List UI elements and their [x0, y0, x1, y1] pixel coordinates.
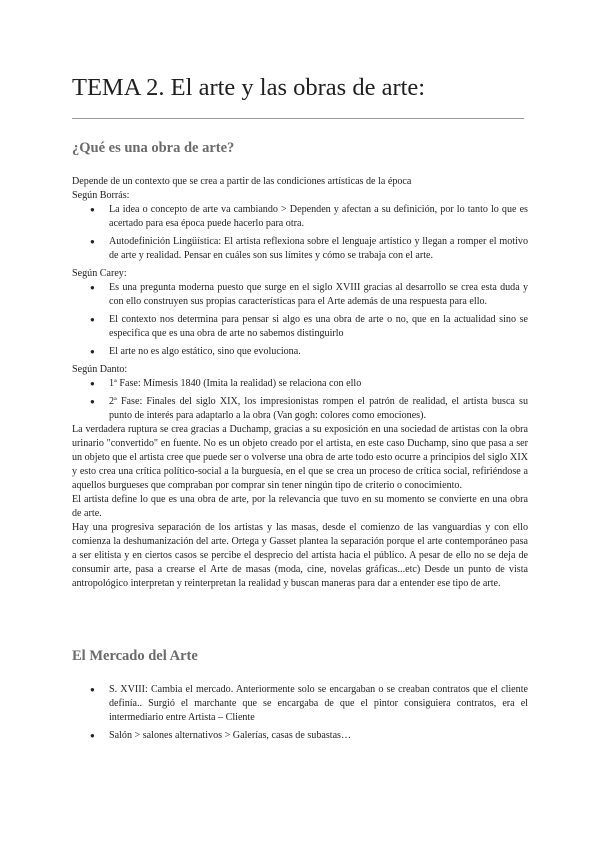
- list-item: ● El arte no es algo estático, sino que evoluciona.: [90, 346, 301, 357]
- bullet-icon: ●: [90, 731, 95, 740]
- list-item: ● La idea o concepto de arte va cambiando > Dependen y afectan a su definición, por lo tanto lo que es acertado para esa época puede hacerlo para otra.: [90, 204, 528, 229]
- list-item: ● El contexto nos determina para pensar si algo es una obra de arte o no, que en la actualidad sino se especifica que es una obra de arte no sabemos distinguirlo: [90, 314, 528, 339]
- section-heading-obra-de-arte: ¿Qué es una obra de arte?: [72, 140, 235, 156]
- section-body-obra-de-arte: [72, 175, 528, 591]
- danto-list: [72, 377, 528, 423]
- boras-list: [72, 203, 528, 263]
- bullet-icon: ●: [90, 205, 95, 214]
- bullet-icon: ●: [90, 237, 95, 246]
- artist-definition-paragraph: El artista define lo que es una obra de arte, por la relevancia que tuvo en su momento se convierte en una obra de arte.: [72, 494, 528, 519]
- bullet-icon: ●: [90, 397, 95, 406]
- bullet-icon: ●: [90, 379, 95, 388]
- duchamp-paragraph: La verdadera ruptura se crea gracias a Duchamp, gracias a su exposición en una sociedad de artistas con la obra urinario "convertido" en fuente. No es un objeto creado por el artista, en este caso Duchamp, sino que pasa a ser un objeto que el artista cree que puede ser o volverse una obra de arte todo esto ocurre a principios del siglo XIX y esto crea una crítica político-social a la burguesía, en el que se crea un proceso de crítica social, refiriéndose a aquellos burgueses que compraban por comprar sin tener ningún tipo de criterio o conocimiento.: [72, 424, 528, 491]
- intro-paragraph: Depende de un contexto que se crea a partir de las condiciones artísticas de la época: [72, 176, 412, 187]
- list-item: ● S. XVIII: Cambia el mercado. Anteriormente solo se encargaban o se creaban contratos que el cliente definía.. Surgió el marchante que se encargaba de que el pintor consiguiera contratos, era el intermediario entre Artista – Cliente: [90, 684, 528, 723]
- section-body-mercado: [72, 683, 528, 747]
- carey-label: Según Carey:: [72, 268, 127, 279]
- mercado-list: [72, 683, 528, 743]
- bullet-icon: ●: [90, 283, 95, 292]
- list-item: ● Salón > salones alternativos > Galerías, casas de subastas…: [90, 730, 352, 741]
- danto-label: Según Danto:: [72, 364, 128, 375]
- list-item: ● 1ª Fase: Mímesis 1840 (Imita la realidad) se relaciona con ello: [90, 378, 362, 389]
- list-item: ● 2ª Fase: Finales del siglo XIX, los impresionistas rompen el patrón de realidad, el artista busca su punto de interés para adaptarlo a la obra (Van gogh: colores como emociones).: [90, 396, 528, 421]
- bullet-icon: ●: [90, 685, 95, 694]
- page-title: TEMA 2. El arte y las obras de arte:: [72, 74, 426, 101]
- carey-list: [72, 281, 528, 359]
- bullet-icon: ●: [90, 347, 95, 356]
- list-item: ● Autodefinición Lingüística: El artista reflexiona sobre el lenguaje artístico y llegan a romper el motivo de arte y realidad. Pensar en cuáles son sus límites y cómo se trabaja con el arte.: [90, 236, 528, 261]
- title-divider: [72, 118, 524, 119]
- section-heading-mercado: El Mercado del Arte: [72, 648, 198, 664]
- list-item: ● Es una pregunta moderna puesto que surge en el siglo XVIII gracias al desarrollo se crea esta duda y con ello construyen sus propias características para el Arte además de una respuesta para ello.: [90, 282, 528, 307]
- masses-paragraph: Hay una progresiva separación de los artistas y las masas, desde el comienzo de las vanguardias y con ello comienza la deshumanización del arte. Ortega y Gasset plantea la separación porque el arte contemporáneo pasa a ser elitista y en ciertos casos se percibe el desprecio del artista hacia el público. A pesar de ello no se deja de consumir arte, pasa a crearse el Arte de masas (moda, cine, novelas gráficas...etc) Desde un punto de vista antropológico interpretan y reinterpretan la realidad y buscan maneras para dar a entender ese tipo de arte.: [72, 522, 528, 589]
- boras-label: Según Borrás:: [72, 190, 130, 201]
- bullet-icon: ●: [90, 315, 95, 324]
